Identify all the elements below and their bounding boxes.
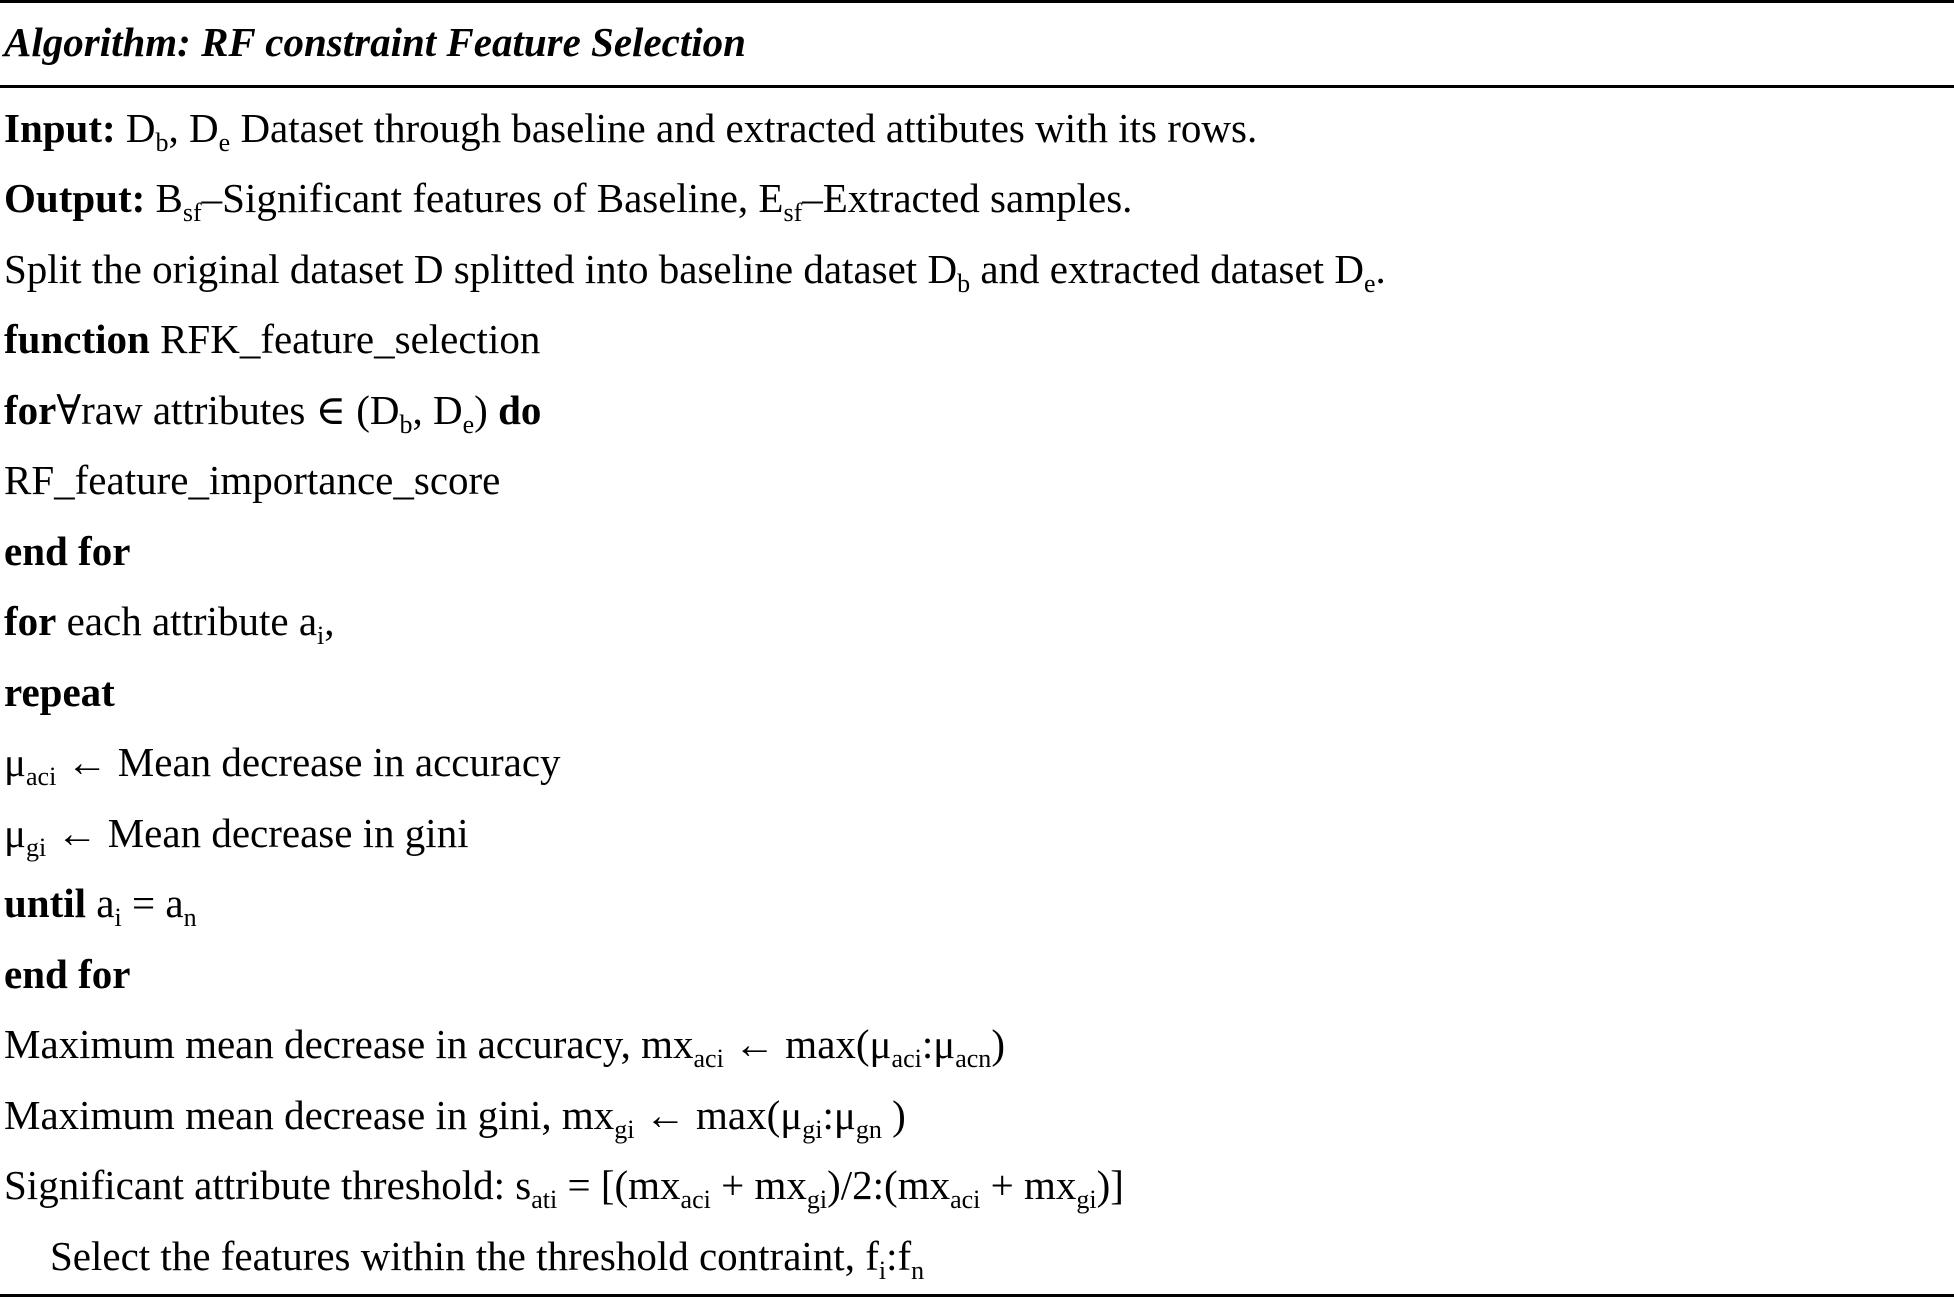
max-accuracy-line: Maximum mean decrease in accuracy, $mx_{aci}$ ← $\max(\mu_{aci}:\mu_{acn})$: [4, 1021, 1005, 1073]
for-each-line: for each attribute $a_i$,: [4, 598, 335, 650]
select-features-line: Select the features within the threshold contraint, $f_i:f_n$: [50, 1233, 925, 1285]
for-keyword: for: [4, 387, 57, 433]
mu-aci-line: $\mu_{aci}$ ← Mean decrease in accuracy: [4, 739, 561, 791]
do-keyword: do: [498, 387, 542, 433]
max-gini-line: Maximum mean decrease in gini, $mx_{gi}$ ← $\max(\mu_{gi}:\mu_{gn}$ ): [4, 1092, 906, 1144]
header-rule: [0, 85, 1954, 88]
bottom-rule: [0, 1294, 1954, 1297]
for-raw-line: for∀raw attributes ∈ ($D_b$, $D_e$) do: [4, 387, 542, 439]
mu-gi-line: $\mu_{gi}$ ← Mean decrease in gini: [4, 810, 469, 862]
for-keyword: for: [4, 598, 57, 644]
repeat-line: repeat: [4, 669, 115, 715]
function-line: function RFK_feature_selection: [4, 316, 541, 362]
until-keyword: until: [4, 880, 87, 926]
output-line: Output: $B_{sf}$–Significant features of Baseline, $E_{sf}$–Extracted samples.: [4, 175, 1133, 227]
function-keyword: function: [4, 316, 150, 362]
output-keyword: Output:: [4, 175, 146, 221]
input-line: Input: $D_b$, $D_e$ Dataset through baseline and extracted attibutes with its rows.: [4, 105, 1258, 157]
split-line: Split the original dataset D splitted into baseline dataset $D_b$ and extracted dataset $D_e$.: [4, 246, 1386, 298]
rf-score-line: RF_feature_importance_score: [4, 457, 501, 503]
top-rule: [0, 0, 1954, 3]
until-line: until $a_i = a_n$: [4, 880, 197, 932]
end-for-line-1: end for: [4, 528, 131, 574]
threshold-line: Significant attribute threshold: $s_{ati} = [(mx_{aci}$ + $mx_{gi})/2:(mx_{aci} + mx_{gi})$]: [4, 1162, 1124, 1214]
end-for-line-2: end for: [4, 951, 131, 997]
algorithm-title: Algorithm: RF constraint Feature Selection: [4, 19, 746, 65]
input-keyword: Input:: [4, 105, 116, 151]
